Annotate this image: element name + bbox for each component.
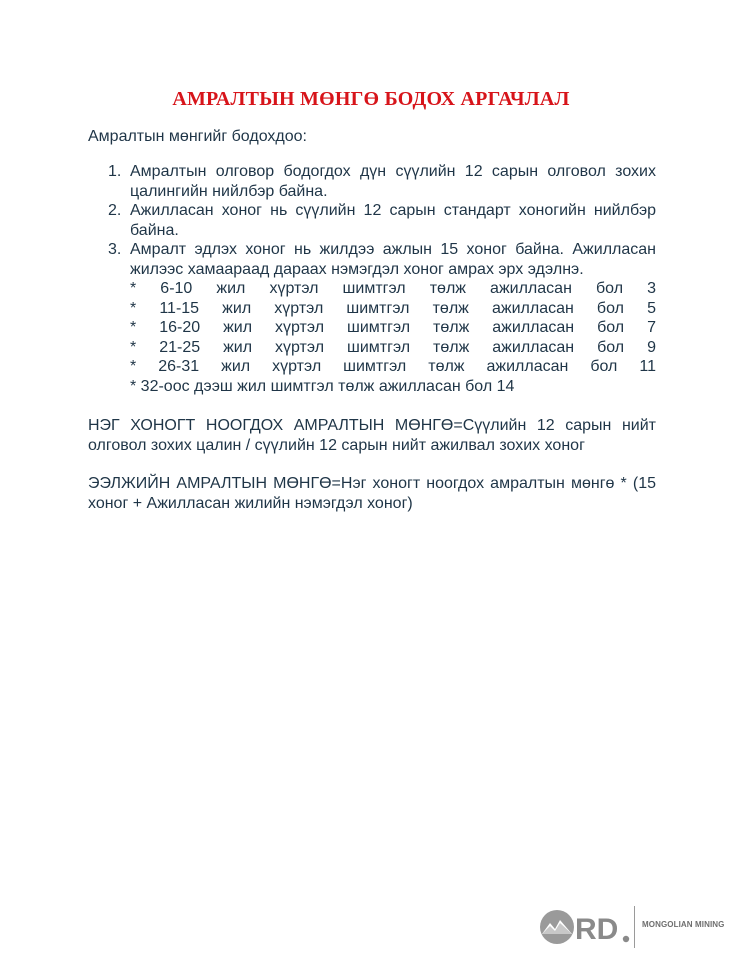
bonus-days-line: * 26-31 жил хүртэл шимтгэл төлж ажилласан бол 11 — [130, 358, 656, 375]
intro-text: Амралтын мөнгийг бодохдоо: — [88, 128, 307, 145]
annual-vacation-pay-formula: ЭЭЛЖИЙН АМРАЛТЫН МӨНГӨ=Нэг хоногт ноогдох амралтын мөнгө * (15 хоног + Ажилласан жилийн нэмэгдэл хоног) — [88, 475, 656, 512]
numbered-list — [108, 162, 656, 396]
bonus-days-line: * 6-10 жил хүртэл шимтгэл төлж ажилласан бол 3 — [130, 280, 656, 297]
list-number: 3. — [108, 241, 122, 258]
company-logo — [538, 906, 738, 948]
logo-mark-text: RD — [575, 913, 619, 946]
bonus-days-line: * 32-оос дээш жил шимтгэл төлж ажилласан бол 14 — [130, 377, 515, 395]
document-title: АМРАЛТЫН МӨНГӨ БОДОХ АРГАЧЛАЛ — [172, 88, 570, 110]
list-item-text: Амралтын олговор бодогдох дүн сүүлийн 12 сарын олговол зохих цалингийн нийлбэр байна. — [130, 163, 656, 200]
list-item-3 — [108, 240, 656, 396]
list-item-1 — [108, 162, 656, 201]
list-item-text: Ажилласан хоног нь сүүлийн 12 сарын стандарт хоногийн нийлбэр байна. — [130, 202, 656, 239]
logo-divider — [634, 906, 635, 948]
bonus-days-line: * 16-20 жил хүртэл шимтгэл төлж ажилласан бол 7 — [130, 319, 656, 336]
mountain-logo-icon — [538, 908, 630, 946]
bonus-days-line: * 11-15 жил хүртэл шимтгэл төлж ажилласан бол 5 — [130, 299, 656, 317]
list-number: 1. — [108, 163, 122, 180]
logo-company-name: MONGOLIAN MINING — [642, 920, 725, 929]
daily-vacation-pay-formula: НЭГ ХОНОГТ НООГДОХ АМРАЛТЫН МӨНГӨ=Сүүлийн 12 сарын нийт олговол зохих цалин / сүүлийн 12 сарын нийт ажилвал зохих хоног — [88, 417, 656, 454]
list-number: 2. — [108, 202, 122, 219]
list-item-text: Амралт эдлэх хоног нь жилдээ ажлын 15 хоног байна. Ажилласан жилээс хамаараад дараах нэмэгдэл хоног амрах эрх эдэлнэ. — [130, 241, 656, 278]
bonus-days-line: * 21-25 жил хүртэл шимтгэл төлж ажилласан бол 9 — [130, 338, 656, 356]
list-item-2 — [108, 201, 656, 240]
